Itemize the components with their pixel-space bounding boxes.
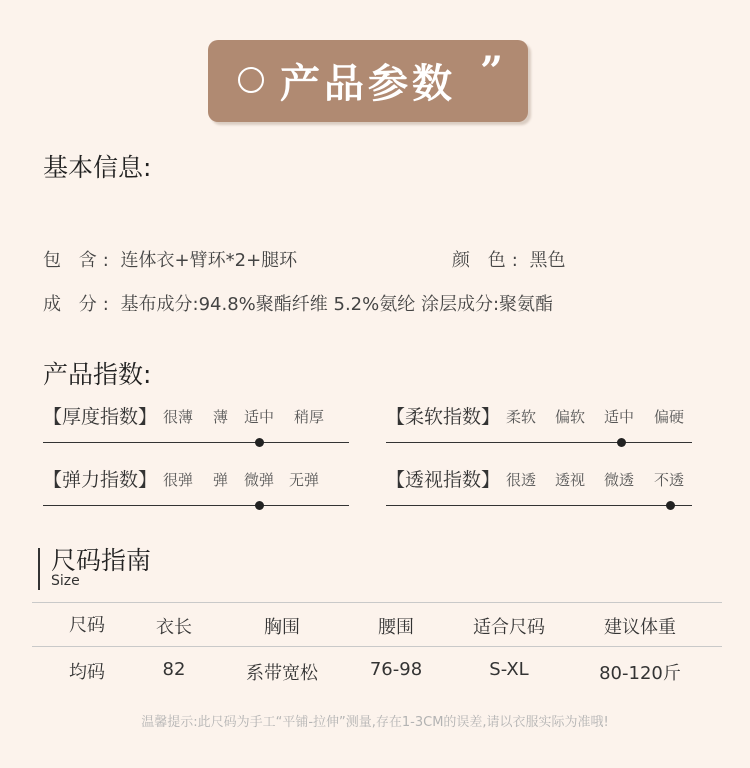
size-accent-bar — [38, 548, 40, 590]
transparency-index — [386, 465, 692, 509]
material-value: 基布成分:94.8%聚酯纤维 5.2%氨纶 涂层成分:聚氨酯 — [120, 294, 554, 315]
index-scale-line — [386, 442, 692, 443]
index-option: 很透 — [506, 471, 537, 489]
index-option: 薄 — [213, 408, 229, 426]
table-cell: 80-120斤 — [599, 663, 681, 684]
material-row — [43, 290, 553, 316]
banner-title: 产品参数 — [280, 60, 456, 107]
index-option: 柔软 — [506, 408, 537, 426]
size-guide-subtitle: Size — [51, 573, 80, 589]
index-option: 弹 — [213, 471, 229, 489]
index-option: 适中 — [244, 408, 275, 426]
material-label: 成 分: — [43, 294, 115, 315]
basic-info-heading: 基本信息: — [43, 153, 152, 182]
color-label: 颜 色: — [452, 250, 524, 271]
index-marker — [666, 501, 675, 510]
index-option: 透视 — [555, 471, 586, 489]
title-banner — [208, 40, 528, 122]
index-option: 微弹 — [244, 471, 275, 489]
index-marker — [255, 438, 264, 447]
softness-index — [386, 402, 692, 446]
elasticity-index — [43, 465, 349, 509]
size-guide-title: 尺码指南 — [51, 546, 152, 575]
table-header: 胸围 — [264, 617, 300, 638]
circle-icon — [238, 67, 264, 93]
table-header: 尺码 — [69, 615, 105, 636]
index-option: 很弹 — [163, 471, 194, 489]
product-index-heading: 产品指数: — [43, 360, 152, 389]
index-option: 偏软 — [555, 408, 586, 426]
color-row — [452, 246, 566, 272]
include-row — [43, 246, 297, 272]
thickness-index — [43, 402, 349, 446]
index-option: 不透 — [654, 471, 685, 489]
table-header: 建议体重 — [604, 617, 676, 638]
quote-mark: ” — [480, 48, 504, 95]
index-option: 无弹 — [289, 471, 320, 489]
index-option: 稍厚 — [294, 408, 325, 426]
index-scale-line — [43, 505, 349, 506]
table-header: 适合尺码 — [473, 617, 545, 638]
index-scale-line — [386, 505, 692, 506]
index-option: 适中 — [604, 408, 635, 426]
index-option: 很薄 — [163, 408, 194, 426]
table-top-border — [32, 602, 722, 603]
size-note: 温馨提示:此尺码为手工“平铺-拉伸”测量,存在1-3CM的误差,请以衣服实际为准哦! — [141, 715, 609, 730]
include-label: 包 含: — [43, 250, 115, 271]
index-name: 【厚度指数】 — [43, 406, 158, 428]
index-name: 【弹力指数】 — [43, 469, 158, 491]
table-cell: 系带宽松 — [246, 663, 318, 684]
table-header: 衣长 — [156, 617, 192, 638]
include-value: 连体衣+臂环*2+腿环 — [120, 250, 298, 271]
index-marker — [255, 501, 264, 510]
index-option: 偏硬 — [654, 408, 685, 426]
table-header: 腰围 — [378, 617, 414, 638]
table-cell: S-XL — [489, 659, 529, 680]
index-marker — [617, 438, 626, 447]
table-header-border — [32, 646, 722, 647]
table-cell: 均码 — [69, 662, 105, 683]
table-cell: 82 — [162, 659, 186, 680]
table-cell: 76-98 — [369, 659, 423, 680]
index-option: 微透 — [604, 471, 635, 489]
index-name: 【透视指数】 — [386, 469, 501, 491]
index-name: 【柔软指数】 — [386, 406, 501, 428]
color-value: 黑色 — [529, 250, 566, 271]
index-scale-line — [43, 442, 349, 443]
